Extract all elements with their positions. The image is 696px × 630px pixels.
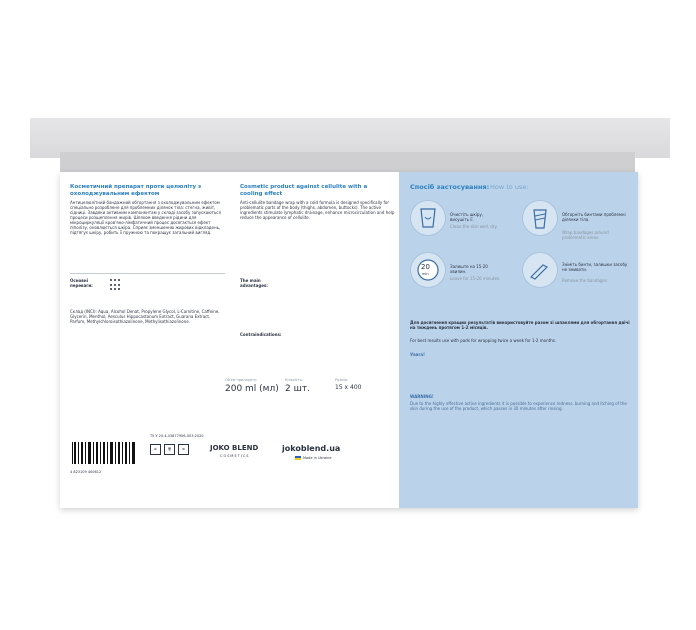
divider (70, 273, 225, 274)
recommend-en: For best results use with pads for wrapping twice a week for 1-2 months. (410, 338, 557, 343)
timer-badge: 20 (421, 263, 430, 271)
step1-ua: Очистіть шкіру, висушіть її. (450, 212, 484, 222)
contraindications-title: Contraindications: (240, 332, 282, 337)
timer-unit: min (422, 272, 429, 276)
ua-body: Антицелюлітний бандажний обгортання з охолоджувальним ефектом спеціально розроблене для проблемних ділянок тіла: стегна, живіт, сідниці. Завдяки активним компонентам у складі засобу запускаються процеси розщеплення жирів. Шляхом введення рідини для мікроциркуляції кров'яно-лімфатичний процес досягається ефект ліполізу, оновлюється шкіра. Сприяє зменшенню жирових відкладень, підтягує шкіру, робить її пружною та покращує загальний вигляд. (70, 200, 221, 235)
ua-advantages-list (110, 278, 225, 292)
step3-en: Leave for 15-20 minutes. (450, 276, 501, 281)
barcode-number: 4 823109 400612 (70, 470, 102, 474)
product-box-back (60, 172, 638, 508)
step4-icon (522, 252, 558, 288)
warning-en-body: Due to the highly effective active ingredients it is possible to experience redness, burning and itching of the skin during the use of the product, which passes in 30 minutes after rinsing. (410, 401, 627, 411)
en-main-label: The main advantages: (240, 278, 268, 288)
brand-name: JOKO BLEND (210, 444, 259, 452)
brand-site: jokoblend.ua (282, 444, 341, 453)
warning-en-title: WARNING! (410, 394, 434, 399)
en-body: Anti-cellulite bandage wrap with a cold formula is designed specifically for problematic parts of the body (thighs, abdomen, buttocks). The active ingredients stimulate lymphatic drainage, enhance microcirculation and help reduce the appearance of cellulite. (240, 200, 395, 220)
size-label: Розмір: (335, 378, 349, 382)
recommend-ua: Для досягнення кращих результатів використовуйте разом зі шпаклями для обгортання двічі на тиждень протягом 1-2 місяців. (410, 320, 630, 330)
warning-ua-title: Увага! (410, 352, 425, 357)
step4-ua: Зніміть бинти, залишки засобу не змивати. (562, 262, 628, 272)
volume-value: 200 ml (мл) (225, 384, 279, 394)
step3-ua: Залиште на 15-20 хвилин. (450, 264, 488, 274)
step1-icon (410, 200, 446, 236)
quantity-value: 2 шт. (285, 384, 310, 394)
tu-standard: ТУ У 20.4-43877956-003:2020 (150, 434, 204, 438)
how-to-use-title: Спосіб застосування: (410, 183, 490, 191)
ua-title: Косметичний препарат проти целюліту з охолоджувальним ефектом (70, 184, 202, 197)
how-to-use-title-en: How to use: (490, 183, 529, 191)
step1-en: Clean the skin well, dry. (450, 224, 498, 229)
step4-en: Remove the bandages. (562, 278, 609, 283)
made-in-label: Made in Ukraine (303, 456, 332, 460)
made-in (295, 456, 331, 461)
recycle-icon: ♻ (150, 444, 161, 455)
step2-ua: Обгорніть бинтами проблемні ділянки тіла. (562, 212, 626, 222)
timer-icon (410, 252, 446, 288)
ua-main-label: Основні переваги: (70, 278, 93, 288)
ua-ingredients: Склад (INCI): Aqua, Alcohol Denat, Propylene Glycol, L-Carnitine, Caffeine, Glycerin, Menthol, Aesculus Hippocastanum Extract, Guarana Extract, Parfum, Methylchloroisothiazolinone, Methylisothiazolinone. (70, 309, 220, 324)
ukraine-flag-icon (295, 456, 301, 460)
volume-label: Об'єм препарату: (225, 378, 258, 382)
barcode-icon (70, 442, 140, 470)
step2-icon (522, 200, 558, 236)
brand-subtitle: COSMETICS (220, 454, 250, 458)
eco-icon: ✿ (178, 444, 189, 455)
step2-en: Wrap bandages around problematic areas. (562, 230, 609, 240)
size-value: 15 x 400 (335, 384, 362, 391)
box-lid-flap (60, 152, 635, 174)
en-title: Cosmetic product against cellulite with a cooling effect (240, 184, 368, 197)
quantity-label: Кількість: (285, 378, 304, 382)
bin-icon: 🗑 (164, 444, 175, 455)
